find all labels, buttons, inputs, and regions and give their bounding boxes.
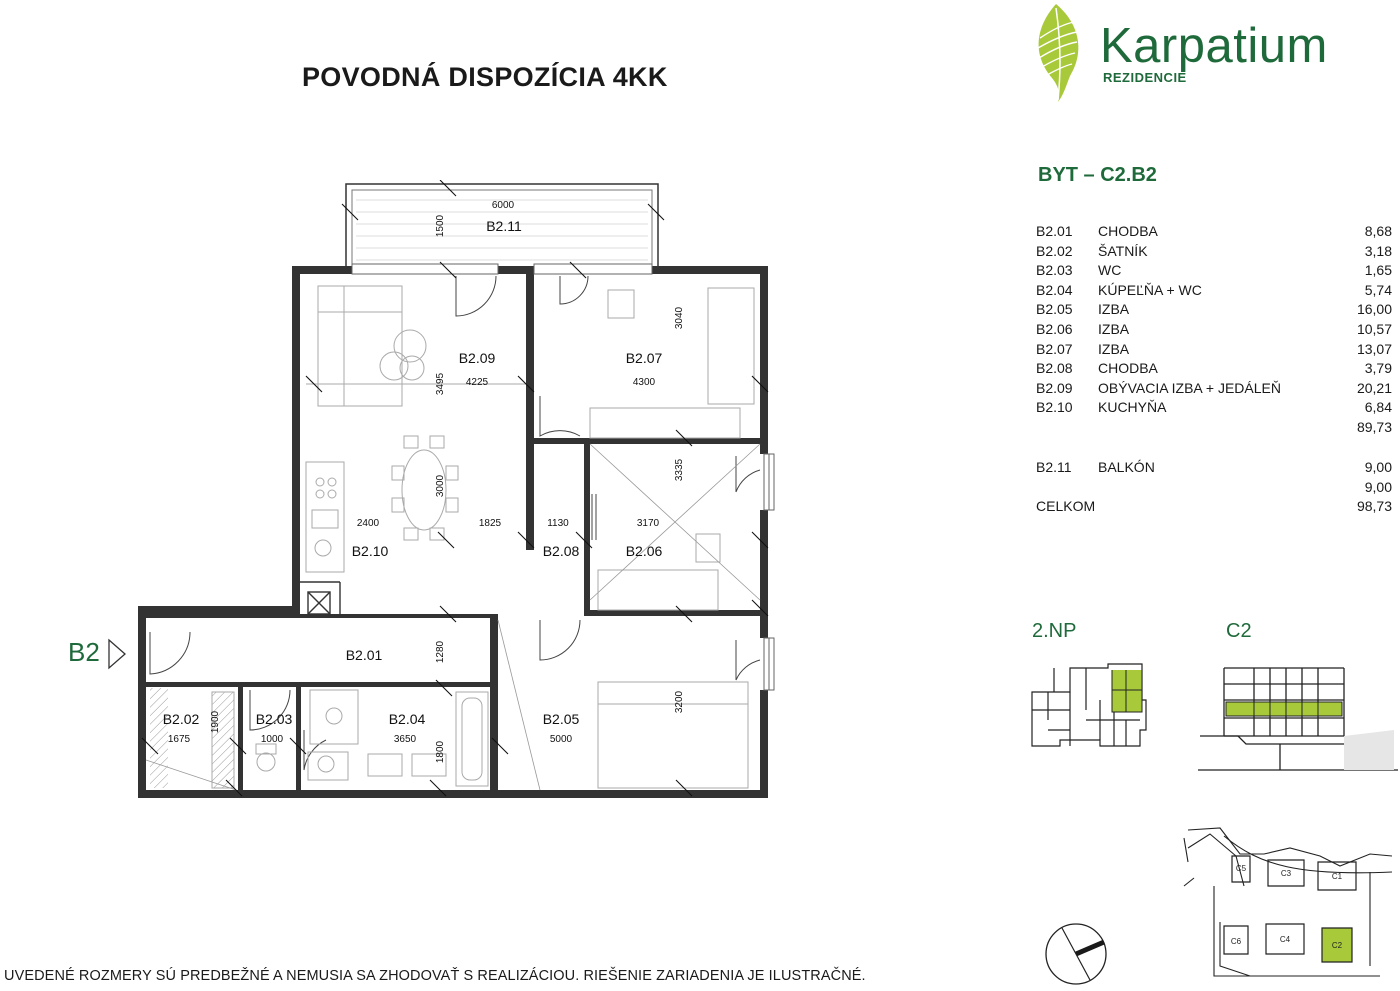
site-c1: C1 [1331,872,1343,881]
floor-key-plan [1030,660,1150,750]
room-row [1036,281,1392,301]
room-name: CHODBA [1098,360,1158,377]
room-row [1036,320,1392,340]
room-code: B2.08 [1036,360,1073,377]
room-name: IZBA [1098,320,1130,337]
exterior-table [1036,458,1392,517]
dim-3650: 3650 [393,734,417,745]
room-name: WC [1098,262,1122,279]
site-c6: C6 [1230,937,1242,946]
room-code: B2.03 [1036,262,1073,279]
dim-5000: 5000 [549,734,573,745]
north-arrow-icon [1040,918,1112,990]
site-c2: C2 [1331,941,1343,950]
room-row [1036,398,1392,418]
room-row [1036,300,1392,320]
room-name: ŠATNÍK [1098,242,1148,259]
site-plan [1180,826,1395,988]
section-key [1198,660,1398,772]
room-code: B2.10 [1036,399,1073,416]
site-c3: C3 [1280,869,1292,878]
total-area: 98,73 [1356,498,1392,515]
room-table [1036,222,1392,438]
dim-3495: 3495 [435,372,446,396]
floor-plan [130,180,790,800]
room-area: 3,79 [1364,360,1392,377]
unit-title: BYT – C2.B2 [1038,164,1157,186]
dim-1900: 1900 [210,710,221,734]
room-row [1036,458,1392,478]
room-area: 3,18 [1364,242,1392,259]
brand-sub: REZIDENCIE [1103,70,1187,85]
room-code: B2.01 [1036,223,1073,239]
label-b201: B2.01 [345,647,383,663]
entry-arrow-icon [107,638,127,670]
room-code: B2.11 [1036,459,1072,475]
room-row [1036,222,1392,242]
room-row [1036,261,1392,281]
dim-1130: 1130 [547,518,569,529]
dim-4300: 4300 [632,377,656,388]
exterior-total-row [1036,478,1392,498]
room-area: 6,84 [1364,399,1392,416]
room-area: 20,21 [1356,379,1392,396]
room-name: IZBA [1098,301,1130,318]
building-label: C2 [1226,620,1252,642]
room-area: 16,00 [1356,301,1392,318]
label-b209: B2.09 [458,350,496,366]
room-name: KUCHYŇA [1098,399,1167,416]
room-row [1036,359,1392,379]
wardrobe [150,688,168,788]
interior-total: 89,73 [1356,418,1392,435]
label-b205: B2.05 [542,711,580,727]
floor-label: 2.NP [1032,620,1077,642]
dim-3040: 3040 [674,306,685,330]
site-c5: C5 [1235,864,1247,873]
dim-3335: 3335 [674,458,685,482]
room-area: 8,68 [1364,223,1392,239]
dim-3170: 3170 [636,518,660,529]
room-row [1036,340,1392,360]
room-row [1036,242,1392,262]
room-area: 5,74 [1364,281,1392,298]
dim-1000: 1000 [260,734,284,745]
room-area: 10,57 [1356,320,1392,337]
dim-2400: 2400 [356,518,380,529]
total-label: CELKOM [1036,498,1096,515]
dim-1800: 1800 [435,740,446,764]
exterior-total: 9,00 [1364,478,1392,495]
label-b204: B2.04 [388,711,426,727]
label-b211: B2.11 [486,218,522,234]
dim-4225: 4225 [465,377,489,388]
room-code: B2.07 [1036,340,1073,357]
dim-6000: 6000 [491,200,515,211]
dim-3200: 3200 [674,690,685,714]
label-b210: B2.10 [351,543,389,559]
brand-logo [1030,0,1400,105]
interior-total-row [1036,418,1392,438]
room-area: 9,00 [1364,459,1392,475]
dim-1280: 1280 [435,640,446,664]
room-code: B2.04 [1036,281,1073,298]
windows [352,264,774,690]
site-c4: C4 [1279,935,1291,944]
room-code: B2.09 [1036,379,1073,396]
page-title: POVODNÁ DISPOZÍCIA 4KK [302,62,668,92]
room-area: 13,07 [1356,340,1392,357]
total-row [1036,497,1392,517]
room-name: OBÝVACIA IZBA + JEDÁLEŇ [1098,379,1281,396]
label-b203: B2.03 [255,711,293,727]
dim-1675: 1675 [167,734,191,745]
leaf-icon [1030,0,1092,104]
dim-3000: 3000 [435,474,446,498]
dim-1825: 1825 [478,518,502,529]
room-code: B2.05 [1036,301,1073,318]
label-b207: B2.07 [625,350,663,366]
dim-1500: 1500 [435,214,446,238]
brand-name: Karpatium [1100,19,1328,73]
label-b206: B2.06 [625,543,663,559]
room-name: BALKÓN [1098,459,1155,475]
disclaimer: UVEDENÉ ROZMERY SÚ PREDBEŽNÉ A NEMUSIA SA ZHODOVAŤ S REALIZÁCIOU. RIEŠENIE ZARIADENIA JE ILUSTRAČNÉ. [4,968,866,984]
room-name: KÚPEĽŇA + WC [1098,281,1202,298]
room-name: IZBA [1098,340,1130,357]
room-code: B2.06 [1036,320,1073,337]
label-b202: B2.02 [162,711,200,727]
room-area: 1,65 [1364,262,1392,279]
room-row [1036,379,1392,399]
entry-label: B2 [68,637,100,667]
label-b208: B2.08 [542,543,580,559]
room-name: CHODBA [1098,223,1158,239]
room-code: B2.02 [1036,242,1073,259]
